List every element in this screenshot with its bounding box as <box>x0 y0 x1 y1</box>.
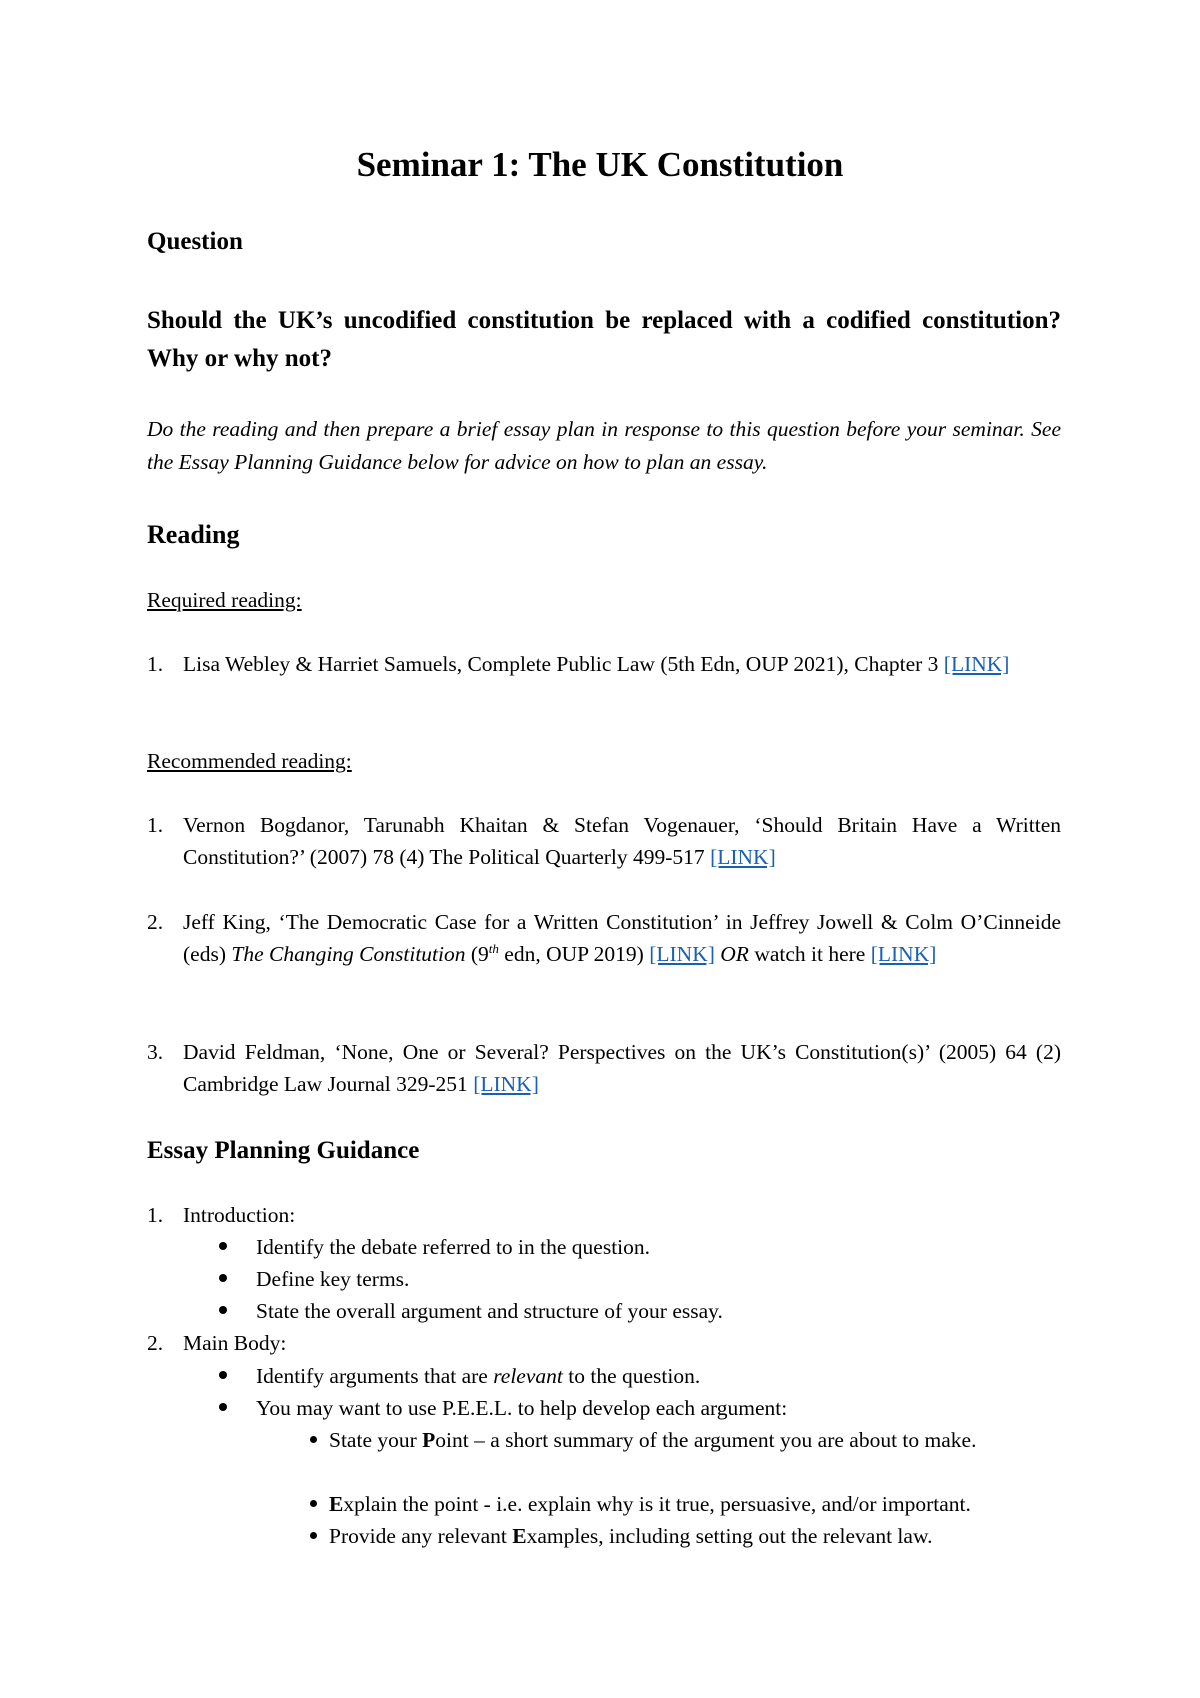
bullet-icon <box>310 1436 317 1443</box>
item-number: 3. <box>147 1040 164 1064</box>
citation-text: (9 <box>465 942 489 966</box>
bullet-icon <box>219 1274 227 1282</box>
question-text: Should the UK’s uncodified constitution be replaced with a codified constitution? Why or why not? <box>147 307 1061 372</box>
reading-link[interactable]: [LINK] <box>710 845 776 869</box>
item-number: 1. <box>147 652 164 676</box>
question-instruction: Do the reading and then prepare a brief essay plan in response to this question before your seminar. See the Essay Planning Guidance below for advice on how to plan an essay. <box>147 417 1061 474</box>
recommended-reading-label: Recommended reading: <box>147 749 352 773</box>
ordinal-suffix: th <box>488 940 499 956</box>
step-number: 1. <box>147 1203 164 1227</box>
citation-text: Jeff King, ‘The Democratic Case for a Written Constitution’ in Jeffrey Jowell & Colm O’Cinneide (eds) <box>183 910 1061 966</box>
bullet-icon <box>310 1500 317 1507</box>
citation-text: edn, OUP 2019) <box>498 942 644 966</box>
citation-text: watch it here <box>748 942 866 966</box>
question-heading: Question <box>147 228 243 255</box>
recommended-reading-item <box>147 809 1061 873</box>
required-reading-label: Required reading: <box>147 588 302 612</box>
citation-text: David Feldman, ‘None, One or Several? Perspectives on the UK’s Constitution(s)’ (2005) 64 (2) Cambridge Law Journal 329-251 <box>183 1040 1061 1096</box>
bullet-item <box>219 1392 787 1424</box>
item-text <box>183 809 1061 873</box>
item-number: 1. <box>147 813 164 837</box>
bullet-text: Identify arguments that are relevant to the question. <box>256 1364 701 1388</box>
item-number: 2. <box>147 910 164 934</box>
step-label: Main Body: <box>183 1331 287 1355</box>
bullet-item <box>219 1231 650 1263</box>
item-text <box>183 906 1061 970</box>
citation-text: Lisa Webley & Harriet Samuels, Complete Public Law (5th Edn, OUP 2021), Chapter 3 <box>183 652 944 676</box>
or-text: OR <box>720 942 749 966</box>
bullet-text: Provide any relevant Examples, including setting out the relevant law. <box>329 1524 933 1548</box>
step-label: Introduction: <box>183 1203 296 1227</box>
peel-item-point <box>310 1424 1061 1456</box>
bullet-text: State the overall argument and structure of your essay. <box>256 1299 723 1323</box>
peel-item-explain <box>310 1488 1061 1520</box>
emphasis-text: relevant <box>493 1364 563 1388</box>
item-text <box>183 648 1061 680</box>
recommended-reading-item <box>147 1036 1061 1100</box>
guidance-step-main-body <box>147 1327 286 1359</box>
guidance-heading: Essay Planning Guidance <box>147 1137 420 1164</box>
video-link[interactable]: [LINK] <box>870 942 937 966</box>
guidance-step-introduction <box>147 1199 295 1231</box>
reading-heading: Reading <box>147 520 240 549</box>
reading-link[interactable]: [LINK] <box>473 1072 539 1096</box>
bullet-item <box>219 1295 723 1327</box>
bullet-text: Explain the point - i.e. explain why is it true, persuasive, and/or important. <box>329 1492 971 1516</box>
bullet-item <box>219 1360 700 1392</box>
bullet-icon <box>219 1371 227 1379</box>
bullet-icon <box>310 1532 317 1539</box>
bullet-text: Define key terms. <box>256 1267 410 1291</box>
recommended-reading-item <box>147 906 1061 970</box>
required-reading-item <box>147 648 1061 680</box>
step-number: 2. <box>147 1331 164 1355</box>
bullet-icon <box>219 1242 227 1250</box>
bullet-text: You may want to use P.E.E.L. to help develop each argument: <box>256 1396 788 1420</box>
reading-link[interactable]: [LINK] <box>943 652 1010 676</box>
item-text <box>183 1036 1061 1100</box>
bullet-icon <box>219 1306 227 1314</box>
bullet-item <box>219 1263 409 1295</box>
peel-item-examples <box>310 1520 1061 1552</box>
document-title: Seminar 1: The UK Constitution <box>356 145 844 184</box>
bullet-text: State your Point – a short summary of the argument you are about to make. <box>329 1428 977 1452</box>
bullet-icon <box>219 1403 227 1411</box>
bullet-text: Identify the debate referred to in the question. <box>256 1235 651 1259</box>
reading-link[interactable]: [LINK] <box>649 942 715 966</box>
citation-text: Vernon Bogdanor, Tarunabh Khaitan & Stefan Vogenauer, ‘Should Britain Have a Written Constitution?’ (2007) 78 (4) The Political Quarterly 499-517 <box>183 813 1061 869</box>
book-title: The Changing Constitution <box>231 942 466 966</box>
